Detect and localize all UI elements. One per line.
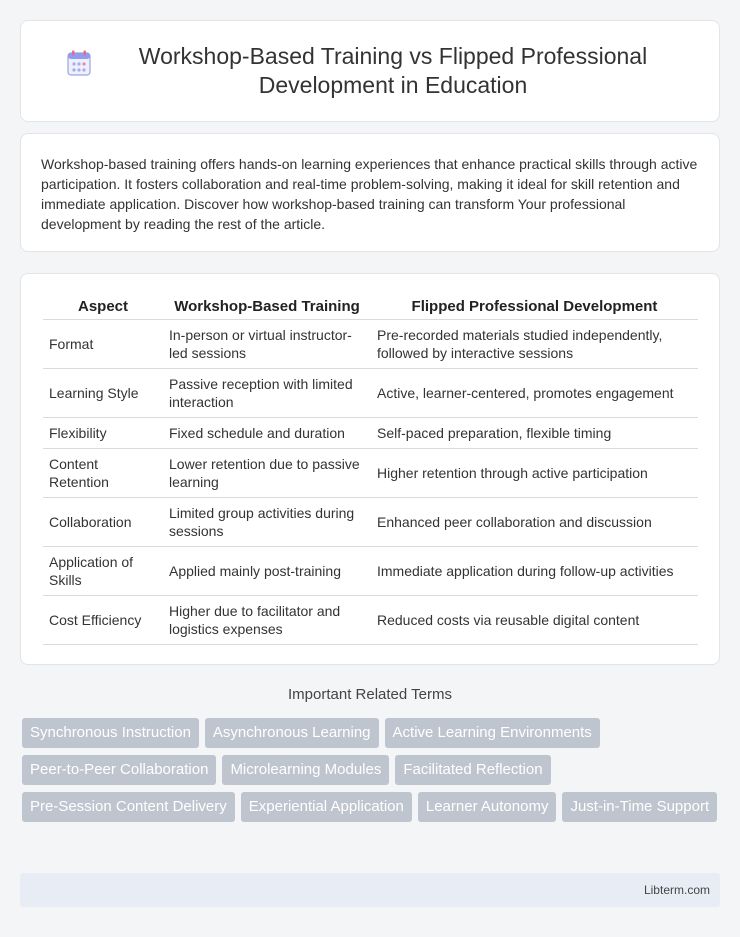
cell-workshop: Limited group activities during sessions xyxy=(163,498,371,547)
cell-workshop: Applied mainly post-training xyxy=(163,547,371,596)
term-tag[interactable]: Pre-Session Content Delivery xyxy=(22,792,235,822)
table-row xyxy=(43,547,698,596)
table-row xyxy=(43,498,698,547)
cell-flipped: Immediate application during follow-up activities xyxy=(371,547,698,596)
term-tag[interactable]: Microlearning Modules xyxy=(222,755,389,785)
cell-flipped: Higher retention through active participation xyxy=(371,449,698,498)
cell-aspect: Cost Efficiency xyxy=(43,596,163,645)
table-row xyxy=(43,449,698,498)
cell-workshop: In-person or virtual instructor-led sessions xyxy=(163,320,371,369)
table-header-row xyxy=(43,294,698,320)
footer-site-link[interactable]: Libterm.com xyxy=(643,883,710,897)
table-row xyxy=(43,320,698,369)
title-card xyxy=(20,20,720,122)
term-tag[interactable]: Asynchronous Learning xyxy=(205,718,379,748)
cell-flipped: Self-paced preparation, flexible timing xyxy=(371,418,698,449)
comparison-table xyxy=(43,294,698,645)
table-row xyxy=(43,369,698,418)
header-workshop: Workshop-Based Training xyxy=(163,294,371,320)
term-tag[interactable]: Just-in-Time Support xyxy=(562,792,717,822)
intro-card xyxy=(20,133,720,252)
cell-aspect: Format xyxy=(43,320,163,369)
cell-aspect: Flexibility xyxy=(43,418,163,449)
related-terms-list xyxy=(22,718,722,822)
footer xyxy=(20,873,720,907)
cell-workshop: Fixed schedule and duration xyxy=(163,418,371,449)
cell-flipped: Active, learner-centered, promotes engagement xyxy=(371,369,698,418)
term-tag[interactable]: Synchronous Instruction xyxy=(22,718,199,748)
cell-aspect: Application of Skills xyxy=(43,547,163,596)
comparison-card xyxy=(20,273,720,665)
cell-workshop: Lower retention due to passive learning xyxy=(163,449,371,498)
term-tag[interactable]: Learner Autonomy xyxy=(418,792,557,822)
cell-flipped: Pre-recorded materials studied independently, followed by interactive sessions xyxy=(371,320,698,369)
term-tag[interactable]: Facilitated Reflection xyxy=(395,755,550,785)
cell-workshop: Passive reception with limited interaction xyxy=(163,369,371,418)
cell-flipped: Reduced costs via reusable digital content xyxy=(371,596,698,645)
cell-flipped: Enhanced peer collaboration and discussion xyxy=(371,498,698,547)
page-title: Workshop-Based Training vs Flipped Professional Development in Education xyxy=(138,43,648,98)
related-terms-heading: Important Related Terms xyxy=(288,686,452,703)
cell-aspect: Content Retention xyxy=(43,449,163,498)
title-wrap xyxy=(67,42,673,100)
table-row xyxy=(43,596,698,645)
term-tag[interactable]: Experiential Application xyxy=(241,792,412,822)
header-aspect: Aspect xyxy=(43,294,163,320)
calendar-icon xyxy=(67,50,91,76)
header-flipped: Flipped Professional Development xyxy=(371,294,698,320)
term-tag[interactable]: Active Learning Environments xyxy=(385,718,600,748)
cell-workshop: Higher due to facilitator and logistics expenses xyxy=(163,596,371,645)
cell-aspect: Collaboration xyxy=(43,498,163,547)
term-tag[interactable]: Peer-to-Peer Collaboration xyxy=(22,755,216,785)
cell-aspect: Learning Style xyxy=(43,369,163,418)
intro-text: Workshop-based training offers hands-on learning experiences that enhance practical skills through active participation. It fosters collaboration and real-time problem-solving, making it ideal for skill retention and immediate application. Discover how workshop-based training can transform Your professional development by reading the rest of the article. xyxy=(41,156,698,232)
table-row xyxy=(43,418,698,449)
